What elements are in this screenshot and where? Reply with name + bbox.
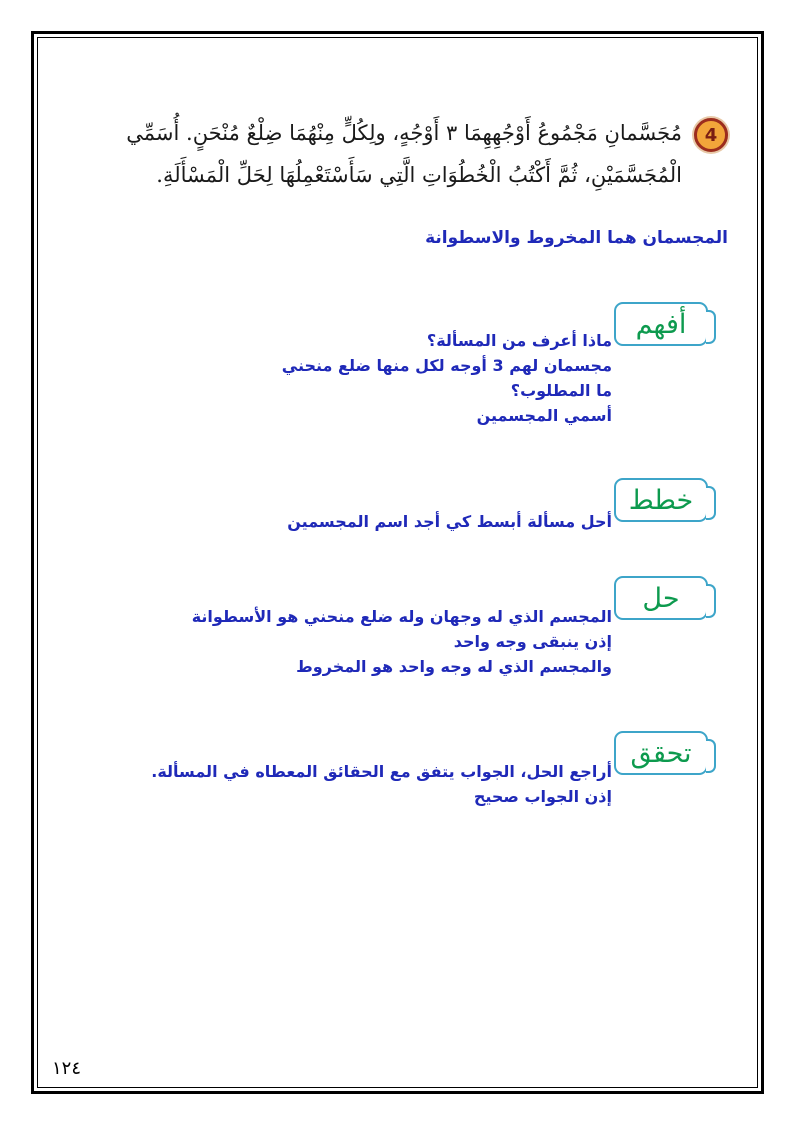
understand-line: ماذا أعرف من المسألة؟ bbox=[426, 331, 612, 350]
solve-line: إذن ينبقى وجه واحد bbox=[453, 632, 612, 651]
understand-tag bbox=[614, 302, 708, 346]
plan-tag bbox=[614, 478, 708, 522]
problem-text: مُجَسَّمانِ مَجْمُوعُ أَوْجُهِهِمَا ٣ أَوْجُهٍ، ولِكُلٍّ مِنْهُمَا ضِلْعٌ مُنْحَنٍ. أُسَمِّي الْمُجَسَّمَيْنِ، ثُمَّ أَكْتُبُ الْخُطُوَاتِ الَّتِي سَأَسْتَعْمِلُهَا لِحَلِّ الْمَسْأَلَةِ. bbox=[126, 121, 682, 187]
understand-line: أسمي المجسمين bbox=[476, 406, 612, 425]
check-block bbox=[151, 759, 612, 809]
understand-line: مجسمان لهم 3 أوجه لكل منها ضلع منحني bbox=[281, 356, 612, 375]
plan-line: أحل مسألة أبسط كي أجد اسم المجسمين bbox=[287, 512, 612, 531]
check-line: إذن الجواب صحيح bbox=[473, 787, 612, 806]
understand-block bbox=[282, 328, 612, 428]
solve-tag-label: حل bbox=[642, 582, 680, 614]
understand-line: ما المطلوب؟ bbox=[510, 381, 612, 400]
page-number: ١٢٤ bbox=[52, 1058, 82, 1079]
problem-number-badge: 4 bbox=[694, 118, 728, 152]
check-tag-label: تحقق bbox=[630, 737, 692, 769]
problem-statement bbox=[68, 112, 728, 196]
plan-block bbox=[287, 509, 612, 534]
understand-tag-label: أفهم bbox=[635, 308, 687, 340]
solve-line: المجسم الذي له وجهان وله ضلع منحني هو الأسطوانة bbox=[191, 607, 612, 626]
answer-statement: المجسمان هما المخروط والاسطوانة bbox=[425, 228, 728, 248]
solve-tag bbox=[614, 576, 708, 620]
check-line: أراجع الحل، الجواب يتفق مع الحقائق المعطاه في المسألة. bbox=[151, 762, 612, 781]
solve-line: والمجسم الذي له وجه واحد هو المخروط bbox=[296, 657, 612, 676]
plan-tag-label: خطط bbox=[628, 484, 694, 516]
solve-block bbox=[192, 604, 612, 679]
check-tag bbox=[614, 731, 708, 775]
